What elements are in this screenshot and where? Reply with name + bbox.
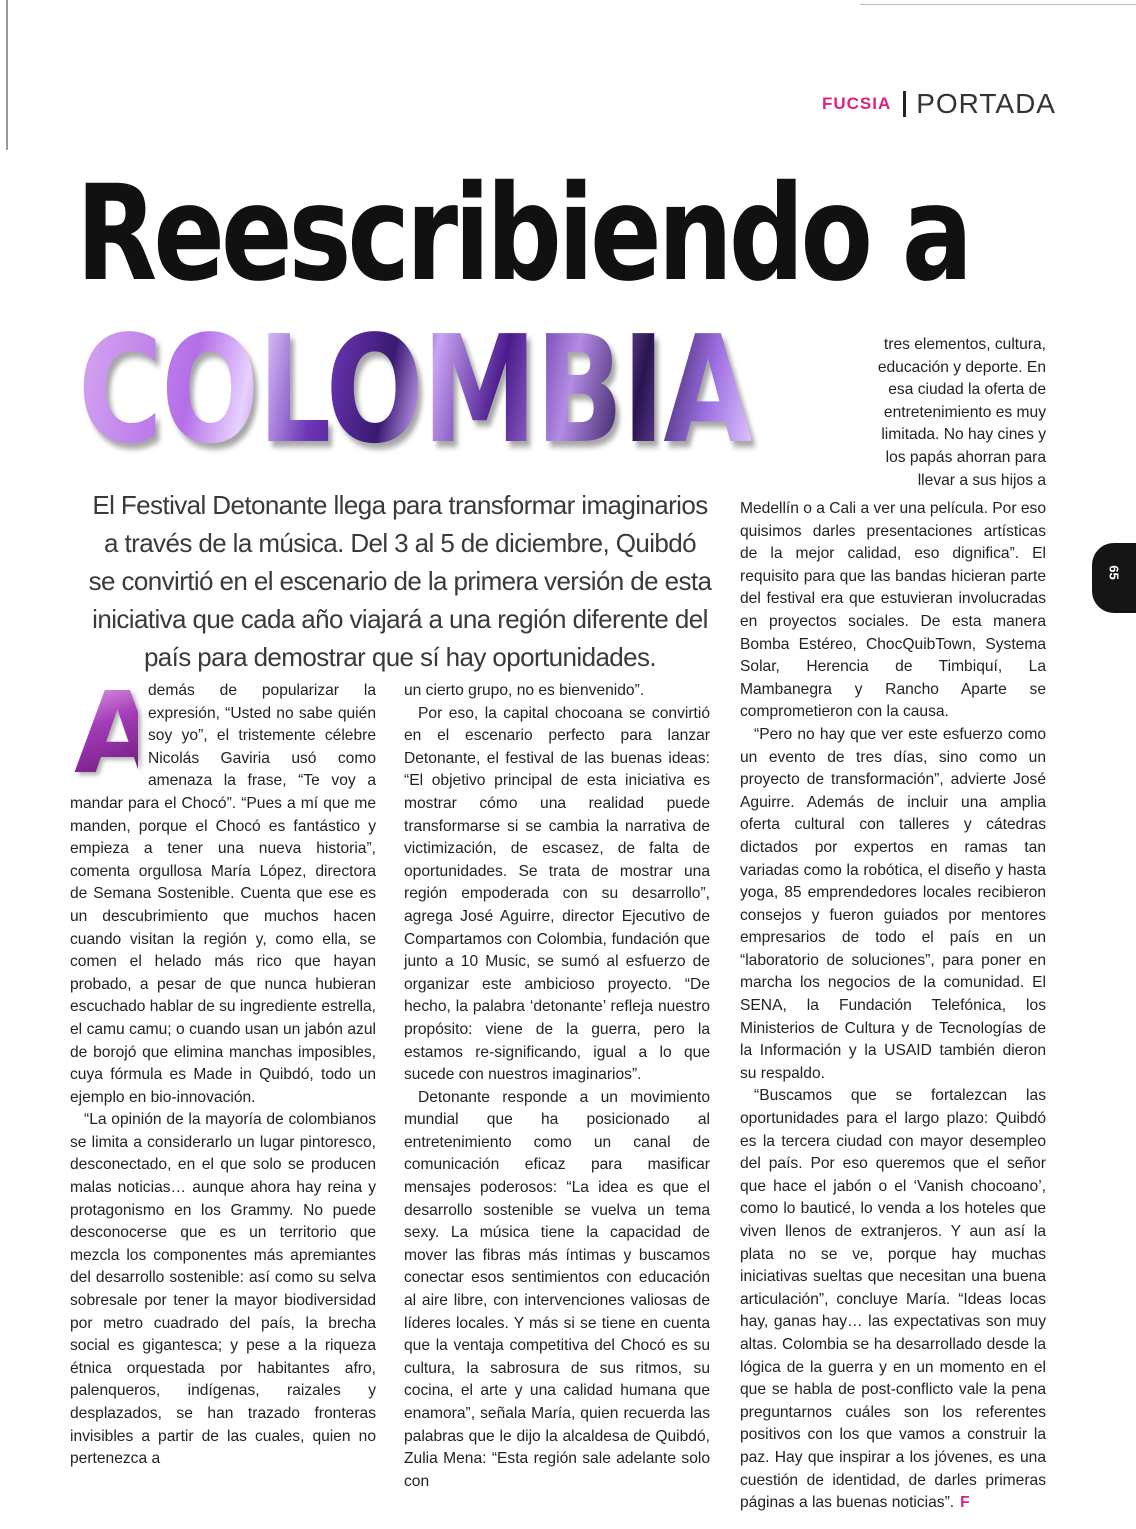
deck-subtitle: El Festival Detonante llega para transformar imaginarios a través de la música. Del 3 al 5 de diciembre, Quibdó se convirtió en el escenario de la primera versión de esta iniciativa que cada año viajará a una región diferente del país para demostrar que sí hay oportunidades.	[88, 490, 712, 672]
headline-line2: COLOMBIA	[78, 304, 752, 476]
end-mark: F	[960, 1494, 970, 1512]
section-label: FUCSIA	[821, 94, 892, 113]
top-edge-rule	[860, 4, 1136, 5]
section-header	[822, 88, 1056, 120]
paragraph-text: “Buscamos que se fortalezcan las oportunidades para el largo plazo: Quibdó es la tercera ciudad con mayor desempleo del país. Por eso queremos que el señor que hace el jabón o el ‘Vanish chocoano’, como lo bauticé, lo venda a los hoteles que viven llenos de extranjeros. Y aun así la plata no se ve, porque hay muchas iniciativas sueltas que necesitan una buena articulación”, concluye María. “Ideas locas hay, ganas hay… las expectativas son muy altas. Colombia se ha desarrollado desde la lógica de la guerra y en un momento en el que se habla de post-conflicto vale la pena preguntarnos cuáles son los referentes positivos con los que vamos a construir la paz. Hay que inspirar a los jóvenes, es una cuestión de identidad, de darles primeras páginas a las buenas noticias”.	[740, 1087, 1046, 1512]
subsection-label: PORTADA	[916, 88, 1056, 119]
drop-cap: A	[74, 669, 161, 799]
article-column-2	[404, 680, 710, 1493]
paragraph: demás de popularizar la expresión, “Usted no sabe quién soy yo”, el tristemente célebre Nicolás Gaviria usó como amenaza la frase, “Te voy a mandar para el Chocó”. “Pues a mí que me manden, porque el Chocó es fantástico y empieza a tener una nueva historia”, comenta orgullosa María López, directora de Semana Sostenible. Cuenta que ese es un descubrimiento que muchos hacen cuando visitan la región y, como ella, se comen el helado más rico que hayan probado, a pesar de que nunca hubieran escuchado hablar de su ingrediente estrella, el camu camu; o cuando usan un jabón azul de borojó que elimina manchas imposibles, cuya fórmula es Made in Quibdó, todo un ejemplo en bio-innovación.	[70, 682, 377, 1106]
paragraph: “Pero no hay que ver este esfuerzo como un evento de tres días, sino como un proyecto de transformación”, advierte José Aguirre. Además de incluir una amplia oferta cultural con talleres y cátedras dictados por expertos en ramas tan variadas como la robótica, el diseño y hasta yoga, 85 emprendedores locales recibieron consejos y fueron guiados por mentores empresarios de todo el país en un “laboratorio de soluciones”, para poner en marcha los negocios de la comunidad. El SENA, la Fundación Telefónica, los Ministerios de Cultura y de Tecnologías de la Información y la USAID también dieron su respaldo.	[740, 725, 1046, 1082]
article-column-1	[70, 669, 377, 1471]
article-column-3	[740, 498, 1046, 1515]
paragraph: “La opinión de la mayoría de colombianos se limita a considerarlo un lugar pintoresco, desconectado, en el que solo se producen malas noticias… aunque ahora hay reina y protagonismo en los Grammy. No puede desconocerse que es un territorio que mezcla los componentes más apremiantes del desarrollo sostenible: así como su selva sobresale por tener la mayor biodiversidad por metro cuadrado del país, la brecha social es gigantesca; y pese a la riqueza étnica orquestada por habitantes afro, palenqueros, indígenas, raizales y desplazados, se han trazado fronteras invisibles a partir de las cuales, quien no pertenezca a	[70, 1111, 376, 1468]
page-edge-rule	[6, 0, 8, 150]
page-number: 65	[1106, 565, 1122, 580]
paragraph: Detonante responde a un movimiento mundial que ha posicionado al entretenimiento como un canal de comunicación eficaz para masificar mensajes poderosos: “La idea es que el desarrollo sostenible se vuelva un tema sexy. La música tiene la capacidad de mover las fibras más íntimas y buscamos conectar esos sentimientos con educación al aire libre, con intervenciones valiosas de líderes locales. Y más si se tiene en cuenta que la ventaja competitiva del Chocó es su cultura, la sabrosura de sus ritmos, su cocina, el arte y una calidad humana que enamora”, señala María, quien recuerda las palabras que le dijo la alcaldesa de Quibdó, Zulia Mena: “Esta región sale adelante solo con	[404, 1088, 710, 1490]
paragraph: Medellín o a Cali a ver una película. Por eso quisimos darles presentaciones artísticas de la mejor calidad, eso dignifica”. El requisito para que las bandas hicieran parte del festival era que estuvieran involucradas en proyectos sociales. De esta manera Bomba Estéreo, ChocQuibTown, Systema Solar, Herencia de Timbiquí, La Mambanegra y Rancho Aparte se comprometieron con la causa.	[740, 500, 1046, 721]
headline-line1: Reescribiendo a	[76, 157, 970, 311]
page-number-tab	[1092, 543, 1136, 613]
paragraph: un cierto grupo, no es bienvenido”.	[404, 682, 645, 699]
paragraph: Por eso, la capital chocoana se convirtió en el escenario perfecto para lanzar Detonante, el festival de las buenas ideas: “El objetivo principal de esta iniciativa es mostrar cómo una realidad puede transformarse si se cambia la narrativa de victimización, de escasez, de falta de oportunidades. Se trata de mostrar una región empoderada con su desarrollo”, agrega José Aguirre, director Ejecutivo de Compartamos con Colombia, fundación que junto a 10 Music, se sumó al esfuerzo de organizar este ambicioso proyecto. “De hecho, la palabra ‘detonante’ refleja nuestro propósito: viene de la guerra, pero la estamos re-significando, igual a lo que sucede con nuestros imaginarios”.	[404, 704, 710, 1084]
paragraph	[740, 1085, 1046, 1514]
column3-intro: tres elementos, cultura, educación y deporte. En esa ciudad la oferta de entretenimiento es muy limitada. No hay cines y los papás ahorran para llevar a sus hijos a	[877, 336, 1046, 489]
header-divider	[903, 91, 906, 117]
